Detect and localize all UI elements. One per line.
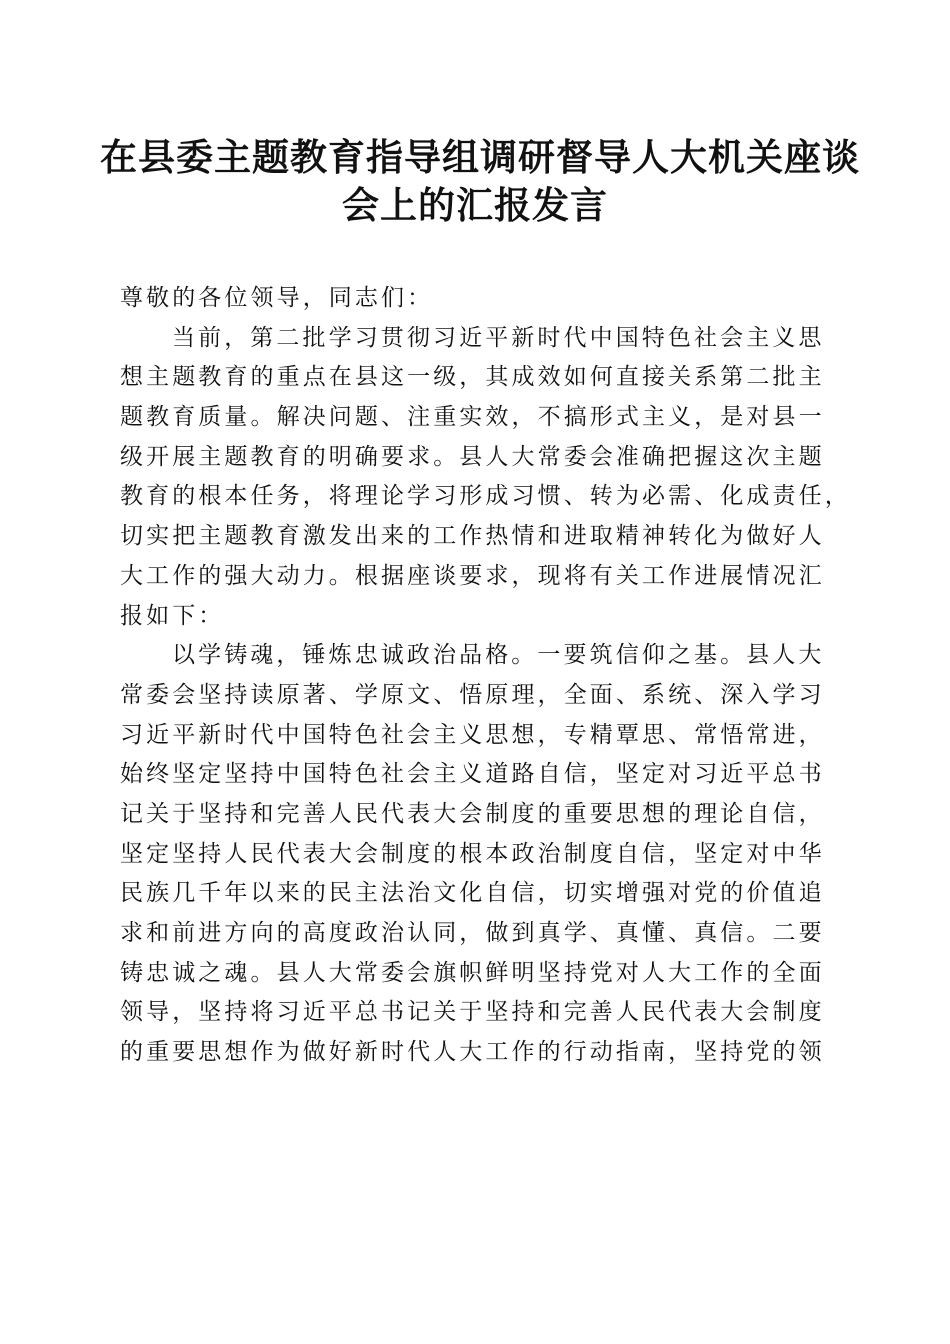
text-line: 领导，坚持将习近平总书记关于坚持和完善人民代表大会制度 bbox=[120, 999, 825, 1026]
text-line: 切实把主题教育激发出来的工作热情和进取精神转化为做好人 bbox=[120, 523, 825, 550]
text-line: 坚定坚持人民代表大会制度的根本政治制度自信，坚定对中华 bbox=[120, 840, 825, 867]
text-line: 以学铸魂，锤炼忠诚政治品格。一要筑信仰之基。县人大 bbox=[172, 642, 825, 669]
text-line: 求和前进方向的高度政治认同，做到真学、真懂、真信。二要 bbox=[120, 920, 825, 946]
text-line: 民族几千年以来的民主法治文化自信，切实增强对党的价值追 bbox=[120, 880, 825, 907]
text-line: 铸忠诚之魂。县人大常委会旗帜鲜明坚持党对人大工作的全面 bbox=[120, 959, 825, 986]
text-line: 常委会坚持读原著、学原文、悟原理，全面、系统、深入学习 bbox=[120, 681, 825, 708]
text-line: 的重要思想作为做好新时代人大工作的行动指南，坚持党的领 bbox=[120, 1039, 825, 1066]
text-line: 当前，第二批学习贯彻习近平新时代中国特色社会主义思 bbox=[172, 324, 825, 351]
document-body bbox=[120, 279, 851, 1073]
text-line: 始终坚定坚持中国特色社会主义道路自信，坚定对习近平总书 bbox=[120, 761, 825, 788]
text-line: 想主题教育的重点在县这一级，其成效如何直接关系第二批主 bbox=[120, 364, 825, 391]
text-line: 教育的根本任务，将理论学习形成习惯、转为必需、化成责任， bbox=[120, 483, 851, 510]
text-line: 习近平新时代中国特色社会主义思想，专精覃思、常悟常进， bbox=[120, 721, 825, 748]
title-line: 会上的汇报发言 bbox=[342, 183, 608, 227]
paragraph-2 bbox=[120, 636, 825, 1073]
salutation: 尊敬的各位领导，同志们： bbox=[120, 285, 434, 311]
document-title bbox=[100, 133, 860, 229]
text-line: 报如下： bbox=[120, 602, 225, 629]
text-line: 记关于坚持和完善人民代表大会制度的重要思想的理论自信， bbox=[120, 800, 825, 827]
title-line: 在县委主题教育指导组调研督导人大机关座谈 bbox=[100, 135, 860, 179]
text-line: 大工作的强大动力。根据座谈要求，现将有关工作进展情况汇 bbox=[120, 562, 825, 589]
text-line: 级开展主题教育的明确要求。县人大常委会准确把握这次主题 bbox=[120, 443, 825, 470]
text-line: 题教育质量。解决问题、注重实效，不搞形式主义，是对县一 bbox=[120, 404, 825, 431]
paragraph-1 bbox=[120, 319, 851, 637]
